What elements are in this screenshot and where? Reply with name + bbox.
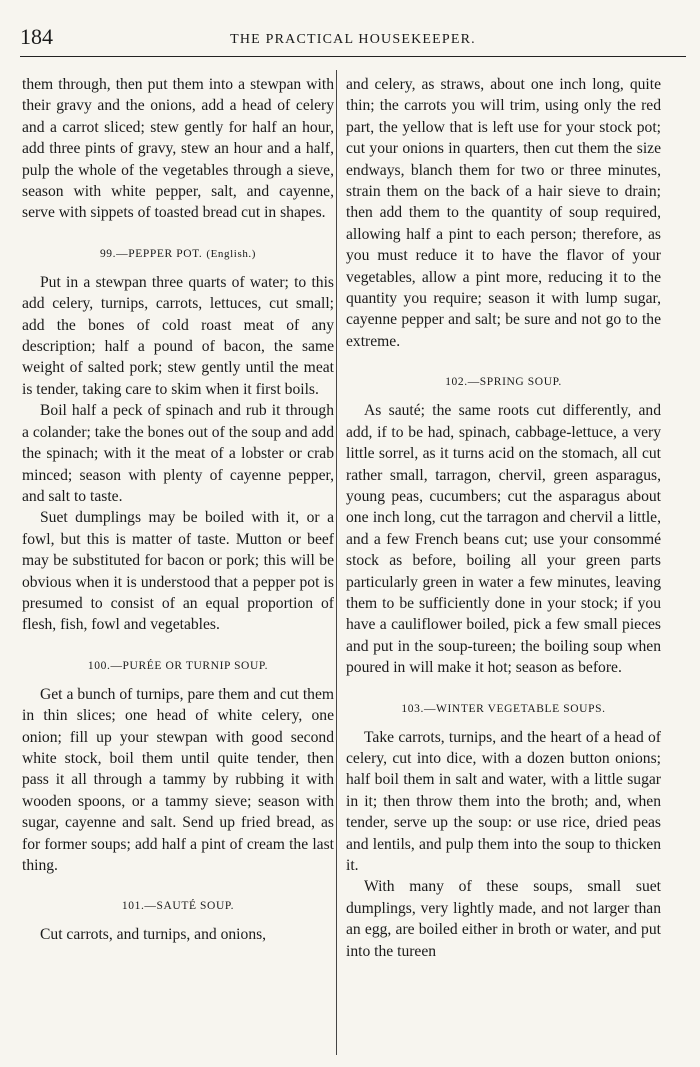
recipe-paragraph: Suet dumplings may be boiled with it, or a fowl, but this is matter of taste. Mutton or beef may be substituted for bacon or pork; this will be obvious when it is understood that a pepper pot is presumed to consist of an equal proportion of flesh, fish, fowl and vegetables. [22,509,334,634]
left-column [22,74,334,946]
recipe-heading-100: 100.—PURÉE OR TURNIP SOUP. [87,659,269,672]
continuation-paragraph: and celery, as straws, about one inch long, quite thin; the carrots you will trim, using only the red part, the yellow that is left use for your stock pot; cut your onions in quarters, then cut them the size endways, blanch them for two or three minutes, strain them on the back of a hair sieve to drain; then add them to the quantity of soup required, allowing half a pint to each person; therefore, as you must reduce it to have the flavor of your vegetables, allow a pint more, reducing it to the quantity you require; season it with lump sugar, cayenne pepper and salt; be sure and not go to the extreme. [346,76,661,350]
column-divider [336,70,337,1055]
recipe-heading-101: 101.—SAUTÉ SOUP. [121,900,235,913]
right-column [346,74,661,962]
recipe-paragraph: Get a bunch of turnips, pare them and cut them in thin slices; one head of white celery, one onion; fill up your stewpan with good second white stock, boil them until quite tender, then pass it all through a tammy by rubbing it with wooden spoons, or a tammy sieve; season with sugar, cayenne and salt. Send up fried bread, as for former soups; add half a pint of cream the last thing. [22,685,334,874]
recipe-subtitle: (English.) [206,247,257,260]
recipe-paragraph: Put in a stewpan three quarts of water; to this add celery, turnips, carrots, lettuces, cut small; add the bones of cold roast meat of any description; half a pound of bacon, the same weight of salted pork; stew gently until the meat is tender, taking care to skim when it first boils. [22,273,334,398]
recipe-paragraph: As sauté; the same roots cut differently, and add, if to be had, spinach, cabbage-lettuce, a very little sorrel, as it turns acid on the stomach, all cut rather small, tarragon, chervil, green asparagus, young peas, cucumbers; cut the asparagus about one inch long, cut the tarragon and chervil a little, and a few French beans cut; use your consommé stock as before, boiling all your green parts particularly green in water a few minutes, leaving them to be sufficiently done in your stock; if you have a cauliflower boiled, pick a few small pieces and put in the soup-tureen; the boiling soup when poured in will make it hot; season as before. [346,402,661,677]
recipe-heading-102: 102.—SPRING SOUP. [445,376,562,389]
recipe-paragraph: Cut carrots, and turnips, and onions, [40,926,267,944]
recipe-paragraph: Boil half a peck of spinach and rub it through a colander; take the bones out of the soup and add the spinach; with it the meat of a lobster or crab minced; season with plenty of cayenne pepper, and salt to taste. [22,402,334,505]
recipe-heading-103: 103.—WINTER VEGETABLE SOUPS. [401,702,606,715]
recipe-heading-99 [22,246,334,262]
recipe-paragraph: Take carrots, turnips, and the heart of a head of celery, cut into dice, with a dozen button onions; half boil them in salt and water, with a little sugar in it; then throw them into the broth; and, when tender, serve up the soup: or use rice, dried peas and lentils, and pulp them into the soup to thicken it. [346,728,661,874]
recipe-title: 99.—PEPPER POT. [99,247,203,260]
page-header [20,22,686,57]
page-number: 184 [20,24,53,49]
running-head: THE PRACTICAL HOUSEKEEPER. [230,32,476,47]
continuation-paragraph: them through, then put them into a stewpan with their gravy and the onions, add a head of celery and a carrot sliced; stew gently for half an hour, add three pints of gravy, stew an hour and a half, pulp the whole of the vegetables through a sieve, season with white pepper, salt, and cayenne, serve with sippets of toasted bread cut in shapes. [22,76,334,222]
recipe-paragraph: With many of these soups, small suet dumplings, very lightly made, and not larger than an egg, are boiled either in broth or water, and put into the tureen [346,878,661,960]
